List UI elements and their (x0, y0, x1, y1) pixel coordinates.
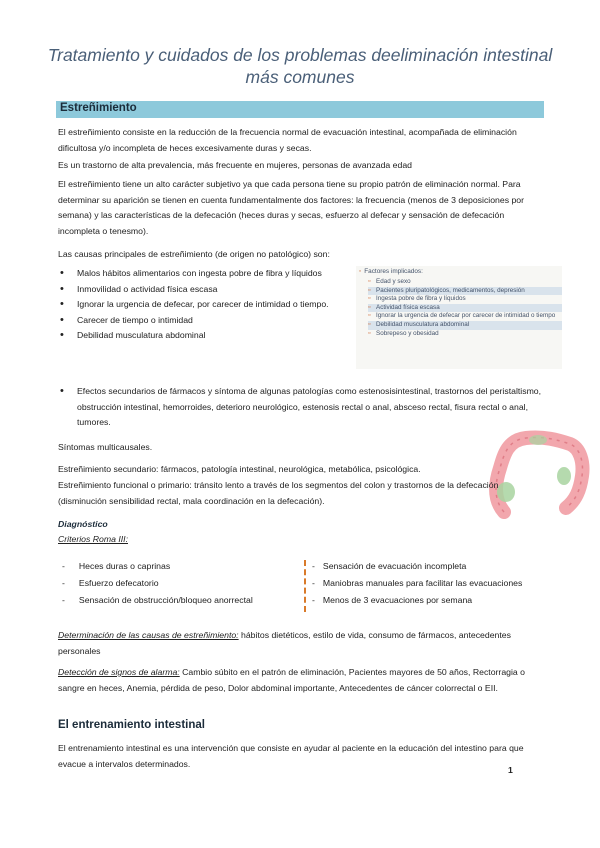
factor-item: ▫ Edad y sexo (368, 278, 562, 287)
cause-item: • Ignorar la urgencia de defecar, por carecer de intimidad o tiempo. (60, 297, 340, 313)
cause-item: • Debilidad musculatura abdominal (60, 328, 340, 344)
factors-image (356, 266, 562, 369)
cause-item: • Carecer de tiempo o intimidad (60, 313, 340, 329)
paragraph-determinacion: Determinación de las causas de estreñimiento: hábitos dietéticos, estilo de vida, consumo de fármacos, antecedentes personales (58, 630, 511, 656)
paragraph-entrenamiento: El entrenamiento intestinal es una intervención que consiste en ayudar al paciente en la educación del intestino para que evacue a intervalos determinados. (58, 743, 524, 769)
paragraph-prevalence: Es un trastorno de alta prevalencia, más frecuente en mujeres, personas de avanzada edad (58, 160, 412, 170)
cause-item: • Malos hábitos alimentarios con ingesta pobre de fibra y líquidos (60, 266, 340, 282)
factor-item: ▫ Ingesta pobre de fibra y líquidos (368, 295, 562, 304)
page-title (40, 44, 560, 88)
factor-item: ▫ Actividad física escasa (368, 304, 562, 313)
paragraph-definition: El estreñimiento consiste en la reducción de la frecuencia normal de evacuación intestinal, acompañada de eliminación dificultosa y/o incompleta de heces excesivamente duras y secas. (58, 127, 517, 153)
cause-item: • Efectos secundarios de fármacos y síntoma de algunas patologías como estenosisintestinal, trastornos del peristaltismo, obstrucción intestinal, hemorroides, deterioro neurológico, estenosis rectal o anal, absceso rectal, fisura rectal o anal, tumores. (60, 384, 544, 431)
criteria-divider (304, 560, 306, 612)
criteria-item: - Sensación de evacuación incompleta (312, 561, 467, 571)
page-number: 1 (508, 765, 513, 775)
criteria-item: - Esfuerzo defecatorio (62, 578, 159, 588)
section-heading-estrenimiento: Estreñimiento (60, 102, 137, 114)
criteria-item: - Maniobras manuales para facilitar las evacuaciones (312, 578, 523, 588)
factor-item: ▫ Sobrepeso y obesidad (368, 330, 562, 339)
paragraph-funcional: Estreñimiento funcional o primario: tránsito lento a través de los segmentos del colon y trastornos de la defecación (disminución sensibilidad rectal, mala coordinación en la defecación). (58, 480, 499, 506)
cause-item: • Inmovilidad o actividad física escasa (60, 282, 340, 298)
causes-list (60, 266, 340, 344)
causes-list-extended (60, 384, 544, 431)
diagnostic-heading: Diagnóstico (58, 519, 108, 529)
factor-item: ▫ Ignorar la urgencia de defecar por carecer de intimidad o tiempo (368, 312, 562, 321)
paragraph-secundario: Estreñimiento secundario: fármacos, patología intestinal, neurológica, metabólica, psicológica. (58, 464, 421, 474)
criteria-item: - Heces duras o caprinas (62, 561, 171, 571)
paragraph-causes-intro: Las causas principales de estreñimiento (de origen no patológico) son: (58, 249, 330, 259)
factor-item: ▫ Debilidad musculatura abdominal (368, 321, 562, 330)
factors-list (368, 278, 562, 338)
section-heading-entrenamiento: El entrenamiento intestinal (58, 719, 205, 731)
paragraph-multicausal: Síntomas multicausales. (58, 442, 153, 452)
title-line-2: más comunes (245, 67, 355, 87)
factors-heading: ▫ Factores implicados: (359, 268, 423, 275)
title-line-1: Tratamiento y cuidados de los problemas deeliminación intestinal (47, 45, 553, 65)
criteria-item: - Sensación de obstrucción/bloqueo anorrectal (62, 595, 253, 605)
factor-item: ▫ Pacientes pluripatológicos, medicamentos, depresión (368, 287, 562, 296)
criteria-label: Criterios Roma III: (58, 534, 128, 544)
criteria-left-list (62, 558, 302, 609)
criteria-item: - Menos de 3 evacuaciones por semana (312, 595, 473, 605)
paragraph-alarma: Detección de signos de alarma: Cambio súbito en el patrón de eliminación, Pacientes mayores de 50 años, Rectorragia o sangre en heces, Anemia, pérdida de peso, Dolor abdominal importante, Antecedentes de cáncer colorrectal o EII. (58, 667, 525, 693)
paragraph-subjective: El estreñimiento tiene un alto carácter subjetivo ya que cada persona tiene su propio patrón de eliminación normal. Para determinar su aparición se tienen en cuenta fundamentalmente dos factores: la frecuencia (menos de 3 deposiciones por semana) y las características de la defecación (heces duras y secas, esfuerzo al defecar y sensación de defecación incompleta o tenesmo). (58, 179, 525, 236)
criteria-right-list (312, 558, 552, 609)
section-heading-bar (56, 101, 544, 118)
